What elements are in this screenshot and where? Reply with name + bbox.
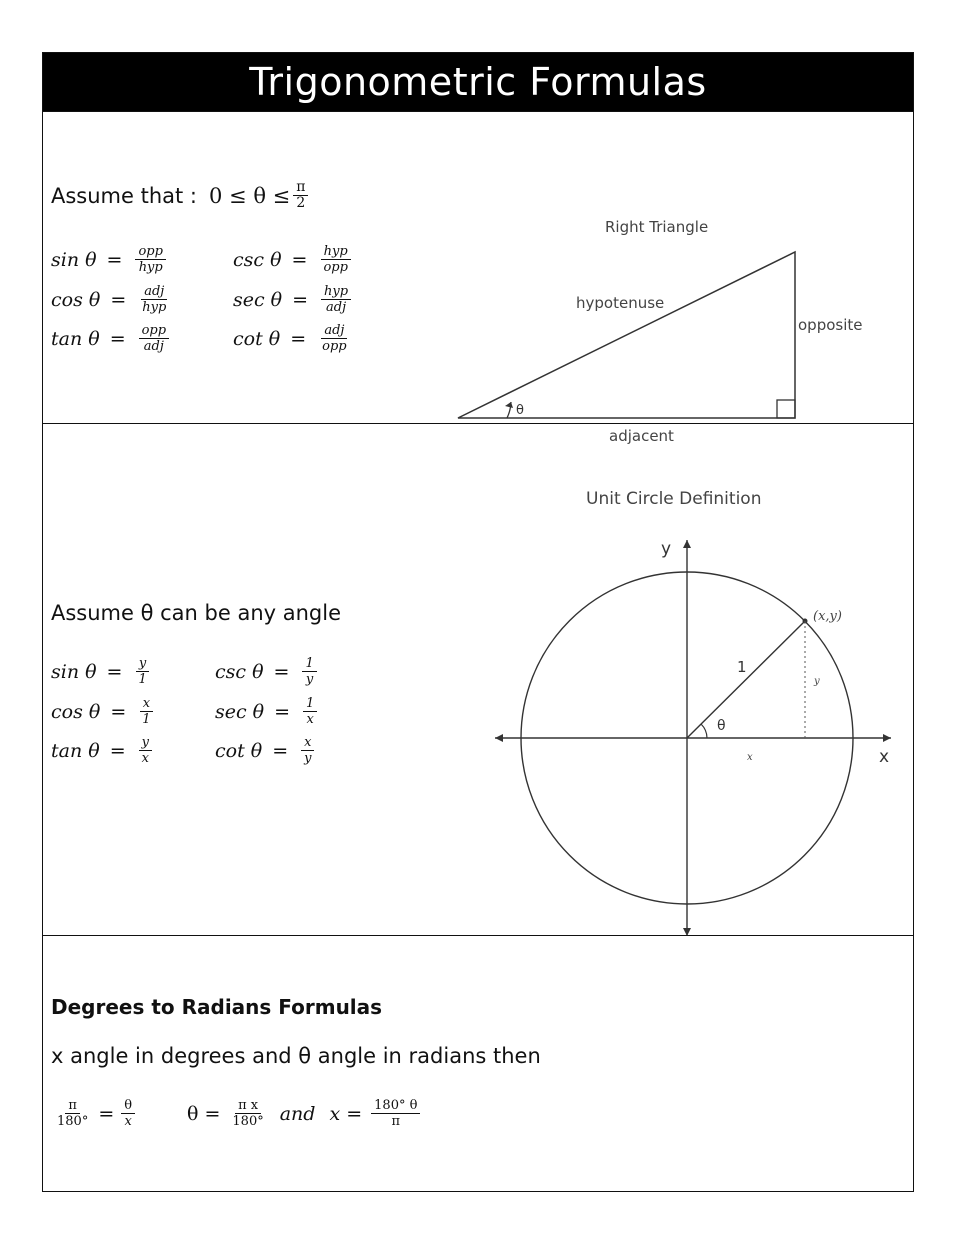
unit-circle-section — [43, 423, 913, 935]
x-leg-label: x — [747, 752, 753, 763]
x-axis-arrow-left — [495, 734, 503, 742]
hypotenuse-label: hypotenuse — [576, 294, 665, 312]
uc-angle-label: θ — [717, 718, 726, 734]
conversion-formulas: θ = $\frac{\text{π x}}{180^\circ}$ and x = $\frac{180^\circ \theta}{\pi}$ — [187, 1098, 423, 1129]
uc-csc-formula: csc θ = $\frac{1}{y}$ — [215, 656, 320, 687]
angle-arrowhead — [505, 402, 513, 408]
y-axis-arrow-up — [683, 540, 691, 548]
cos-formula: cos θ = $\frac{\text{adj}}{\text{hyp}}$ — [51, 284, 167, 315]
right-triangle-diagram — [443, 152, 883, 445]
point-label: (x,y) — [813, 609, 842, 624]
uc-cot-formula: cot θ = $\frac{x}{y}$ — [215, 735, 317, 766]
sin-formula: sin θ = $\frac{\text{opp}}{\text{hyp}}$ — [51, 244, 169, 275]
degrees-radians-section — [43, 935, 913, 1191]
unit-circle-diagram — [483, 444, 908, 934]
radius-line — [687, 621, 805, 738]
uc-sin-formula: sin θ = $\frac{y}{1}$ — [51, 656, 153, 687]
right-angle-marker — [777, 400, 795, 418]
uc-angle-arc — [701, 724, 707, 738]
uc-sec-formula: sec θ = $\frac{1}{x}$ — [215, 696, 320, 727]
assume-expr: 0 ≤ θ ≤ — [209, 183, 291, 208]
triangle-angle-label: θ — [516, 403, 524, 418]
deg-rad-intro: x angle in degrees and θ angle in radians then — [51, 1044, 541, 1068]
assume-any-angle: Assume θ can be any angle — [51, 601, 342, 625]
cot-formula: cot θ = $\frac{\text{adj}}{\text{opp}}$ — [233, 323, 347, 354]
triangle-shape — [458, 252, 795, 418]
deg-rad-heading: Degrees to Radians Formulas — [51, 995, 383, 1019]
opposite-label: opposite — [798, 316, 863, 334]
adjacent-label: adjacent — [609, 427, 674, 445]
assume-range — [51, 180, 311, 211]
triangle-title: Right Triangle — [605, 218, 709, 236]
proportion-formula: $\frac{\pi}{180^\circ}$ = $\frac{\theta}{x}$ — [51, 1098, 138, 1129]
pi-over-2: $\frac{\pi}{2}$ — [293, 180, 308, 211]
x-axis-label: x — [879, 747, 890, 767]
y-leg-label: y — [814, 676, 820, 687]
right-triangle-section — [43, 111, 913, 445]
unit-circle-title: Unit Circle Definition — [586, 489, 762, 509]
uc-cos-formula: cos θ = $\frac{x}{1}$ — [51, 696, 157, 727]
y-axis-label: y — [661, 539, 672, 559]
radius-label: 1 — [737, 658, 747, 676]
uc-tan-formula: tan θ = $\frac{y}{x}$ — [51, 735, 155, 766]
sec-formula: sec θ = $\frac{\text{hyp}}{\text{adj}}$ — [233, 284, 354, 315]
formula-sheet — [42, 52, 914, 1192]
x-axis-arrow-right — [883, 734, 891, 742]
page-title: Trigonometric Formulas — [43, 53, 913, 111]
tan-formula: tan θ = $\frac{\text{opp}}{\text{adj}}$ — [51, 323, 172, 354]
assume-label: Assume that : — [51, 183, 198, 208]
csc-formula: csc θ = $\frac{\text{hyp}}{\text{opp}}$ — [233, 244, 354, 275]
